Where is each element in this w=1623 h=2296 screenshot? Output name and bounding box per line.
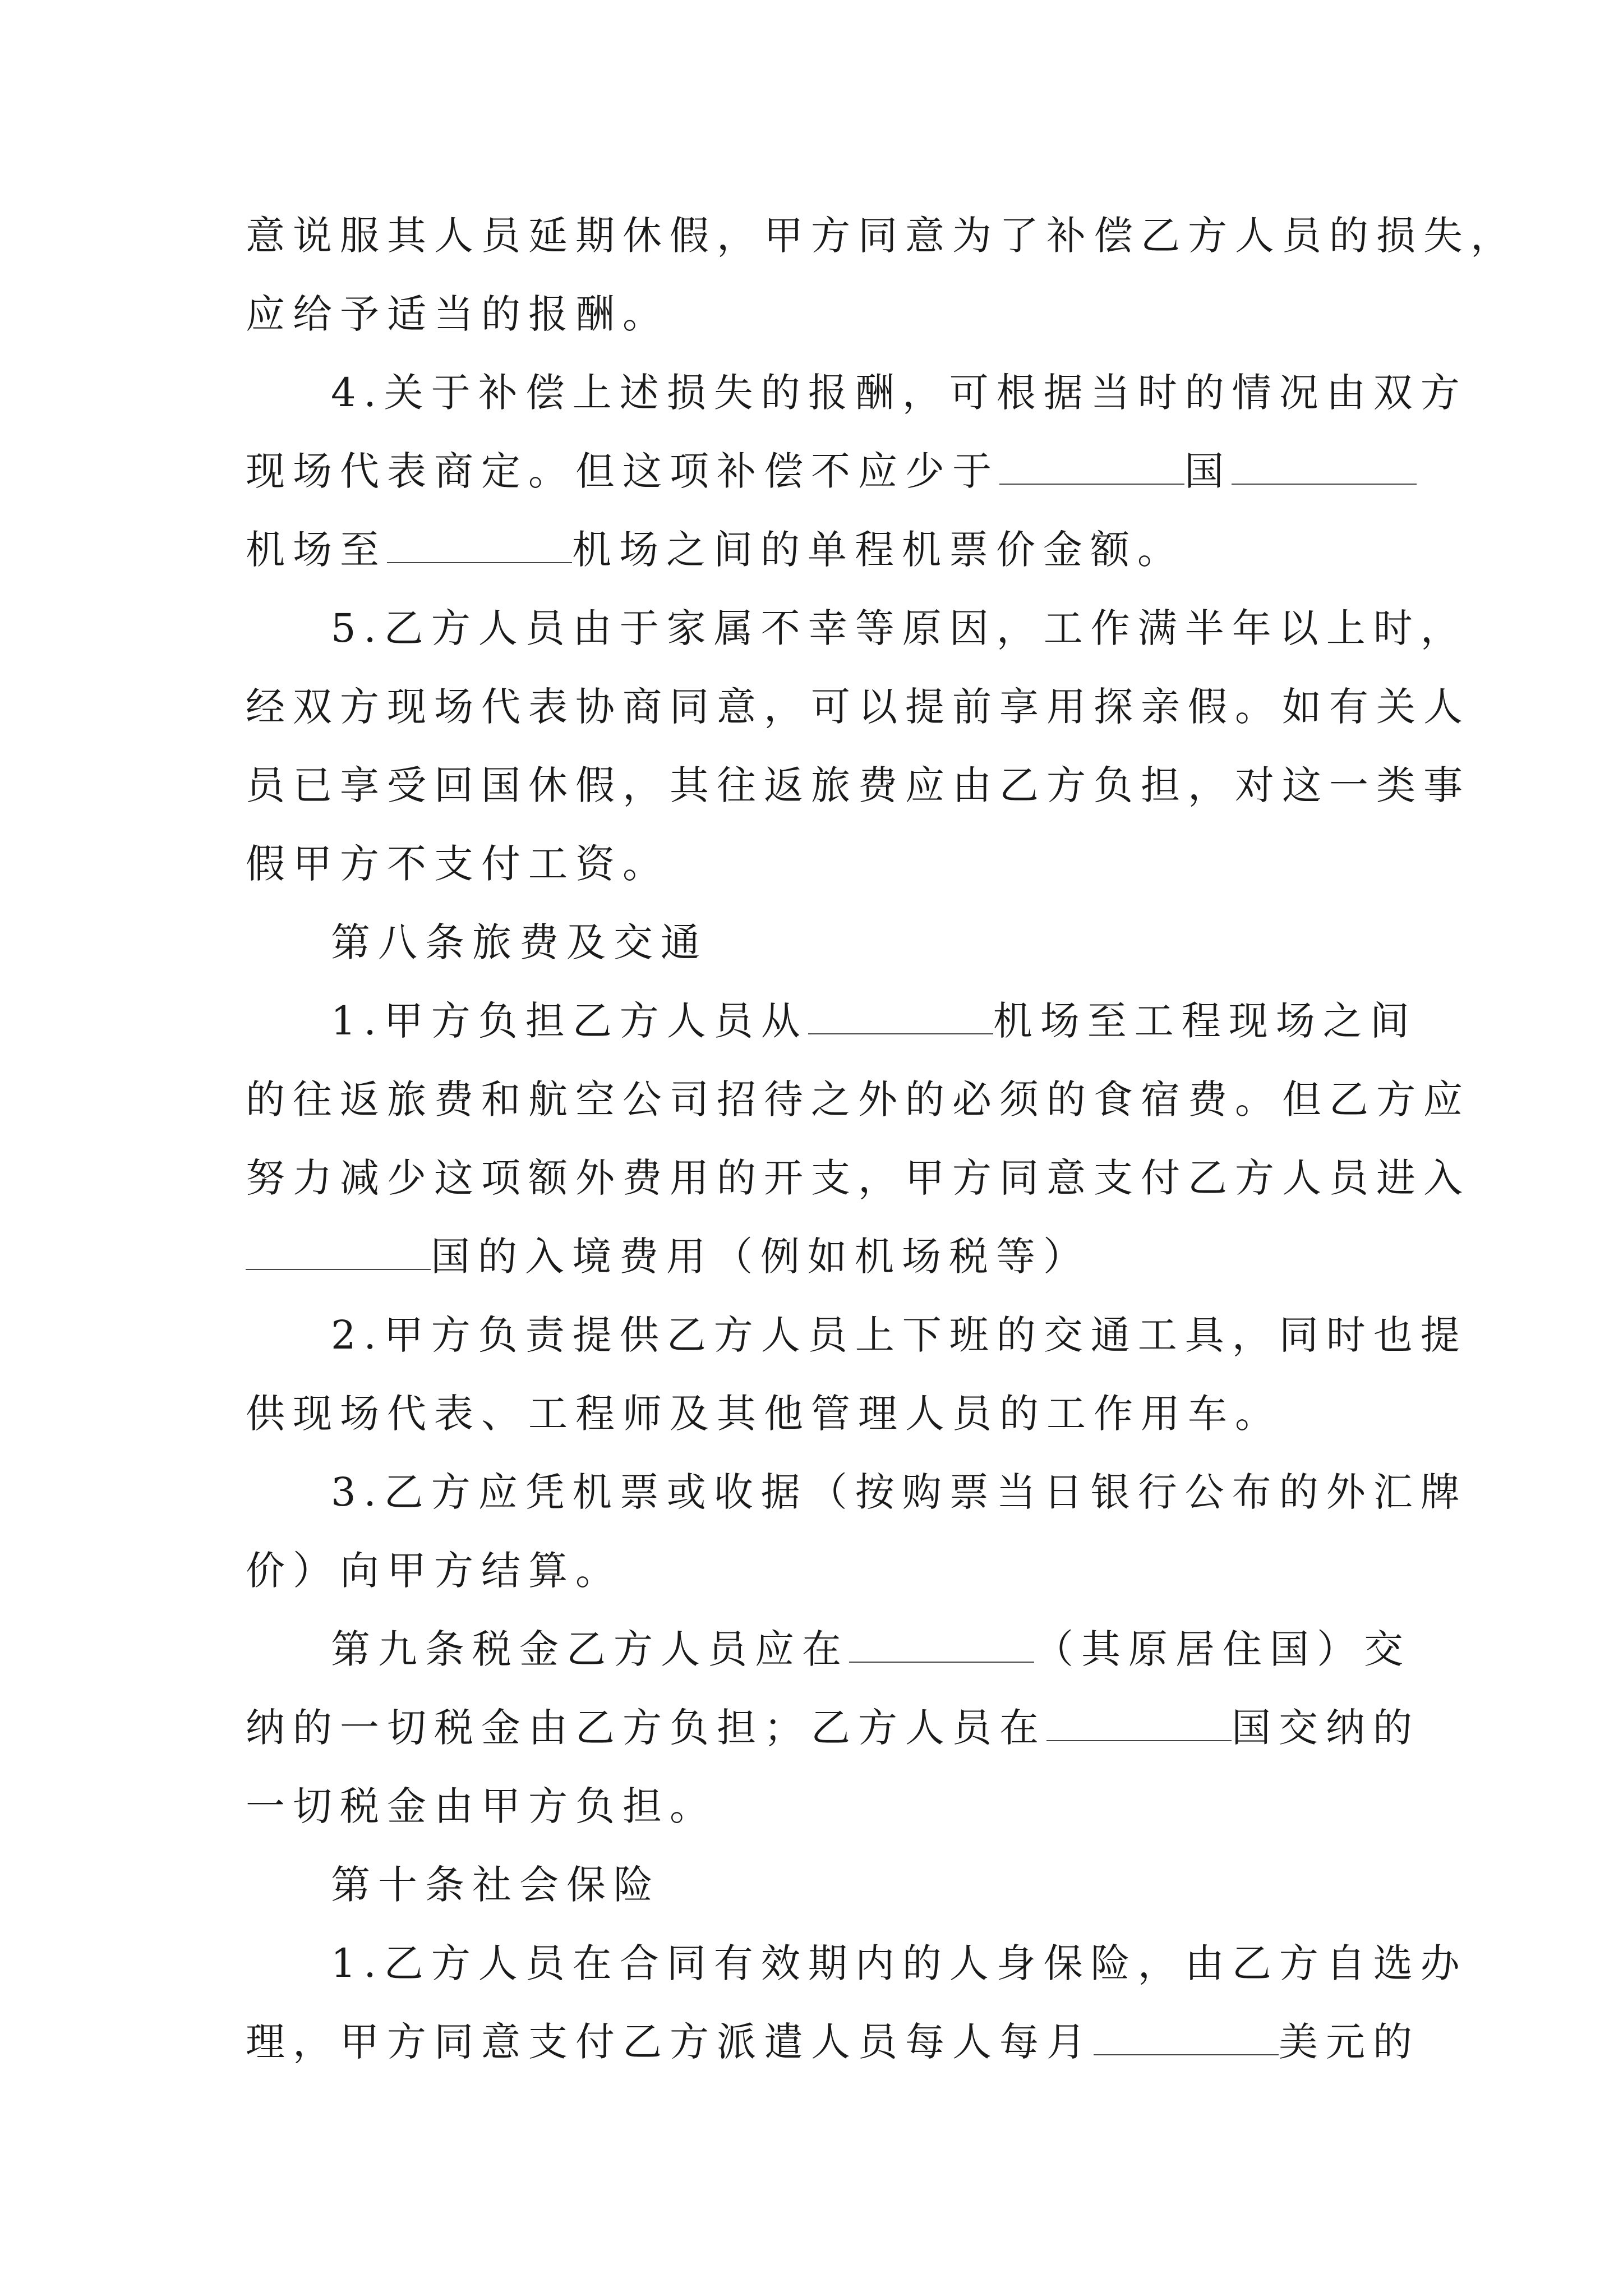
text-line xyxy=(246,1383,1282,1444)
fill-blank xyxy=(1232,450,1417,485)
text-line xyxy=(331,597,1468,659)
text-span: 美元的 xyxy=(1279,2019,1420,2065)
text-span: 机场至 xyxy=(246,527,387,573)
text-line xyxy=(246,205,1518,266)
text-span: 一切税金由甲方负担。 xyxy=(246,1783,717,1829)
text-line xyxy=(246,2011,1420,2073)
text-span: （其原居住国）交 xyxy=(1034,1626,1411,1672)
fill-blank xyxy=(849,1628,1034,1663)
text-line xyxy=(246,1147,1470,1209)
text-span: 1.甲方负担乙方人员从 xyxy=(331,998,808,1044)
text-span: 第九条税金乙方人员应在 xyxy=(331,1626,849,1672)
section-heading xyxy=(331,1854,661,1916)
text-span: 3.乙方应凭机票或收据（按购票当日银行公布的外汇牌 xyxy=(331,1469,1468,1515)
text-line xyxy=(246,1540,623,1602)
text-span: 的往返旅费和航空公司招待之外的必须的食宿费。但乙方应 xyxy=(246,1076,1470,1122)
text-line xyxy=(331,362,1468,424)
text-span: 4.关于补偿上述损失的报酬，可根据当时的情况由双方 xyxy=(331,370,1468,416)
text-line xyxy=(246,1069,1470,1130)
text-span: 1.乙方人员在合同有效期内的人身保险，由乙方自选办 xyxy=(331,1940,1468,1986)
fill-blank xyxy=(1094,2021,1279,2055)
text-line xyxy=(331,1932,1468,1994)
text-span: 供现场代表、工程师及其他管理人员的工作用车。 xyxy=(246,1391,1282,1437)
text-span: 努力减少这项额外费用的开支，甲方同意支付乙方人员进入 xyxy=(246,1155,1470,1201)
text-span: 5.乙方人员由于家属不幸等原因，工作满半年以上时， xyxy=(331,605,1468,651)
fill-blank xyxy=(808,1000,993,1034)
text-span: 机场至工程现场之间 xyxy=(993,998,1417,1044)
text-line xyxy=(246,440,1417,502)
fill-blank xyxy=(999,450,1184,485)
text-line xyxy=(246,283,670,345)
text-line xyxy=(246,1226,1090,1287)
text-span: 国交纳的 xyxy=(1232,1705,1420,1751)
text-line xyxy=(246,833,670,895)
fill-blank xyxy=(246,1235,431,1270)
text-line xyxy=(246,676,1470,738)
text-span: 国的入境费用（例如机场税等） xyxy=(431,1234,1090,1280)
section-heading xyxy=(331,1618,1411,1680)
text-line xyxy=(246,754,1470,816)
text-span: 国 xyxy=(1184,448,1232,494)
text-span: 经双方现场代表协商同意，可以提前享用探亲假。如有关人 xyxy=(246,684,1470,730)
text-span: 第八条旅费及交通 xyxy=(331,919,708,965)
text-span: 现场代表商定。但这项补偿不应少于 xyxy=(246,448,999,494)
text-span: 第十条社会保险 xyxy=(331,1862,661,1908)
text-line xyxy=(246,519,1184,581)
text-line xyxy=(331,990,1417,1052)
text-span: 2.甲方负责提供乙方人员上下班的交通工具，同时也提 xyxy=(331,1312,1468,1358)
text-span: 机场之间的单程机票价金额。 xyxy=(572,527,1184,573)
text-line xyxy=(246,1775,717,1837)
text-span: 理，甲方同意支付乙方派遣人员每人每月 xyxy=(246,2019,1094,2065)
fill-blank xyxy=(1046,1706,1232,1741)
text-span: 意说服其人员延期休假，甲方同意为了补偿乙方人员的损失， xyxy=(246,213,1518,259)
text-span: 员已享受回国休假，其往返旅费应由乙方负担，对这一类事 xyxy=(246,762,1470,808)
text-line xyxy=(331,1304,1468,1366)
fill-blank xyxy=(387,528,572,563)
text-line xyxy=(246,1697,1420,1759)
text-span: 纳的一切税金由乙方负担；乙方人员在 xyxy=(246,1705,1046,1751)
text-line xyxy=(331,1461,1468,1523)
text-span: 假甲方不支付工资。 xyxy=(246,841,670,887)
text-span: 应给予适当的报酬。 xyxy=(246,291,670,337)
section-heading xyxy=(331,912,708,973)
text-span: 价）向甲方结算。 xyxy=(246,1548,623,1594)
